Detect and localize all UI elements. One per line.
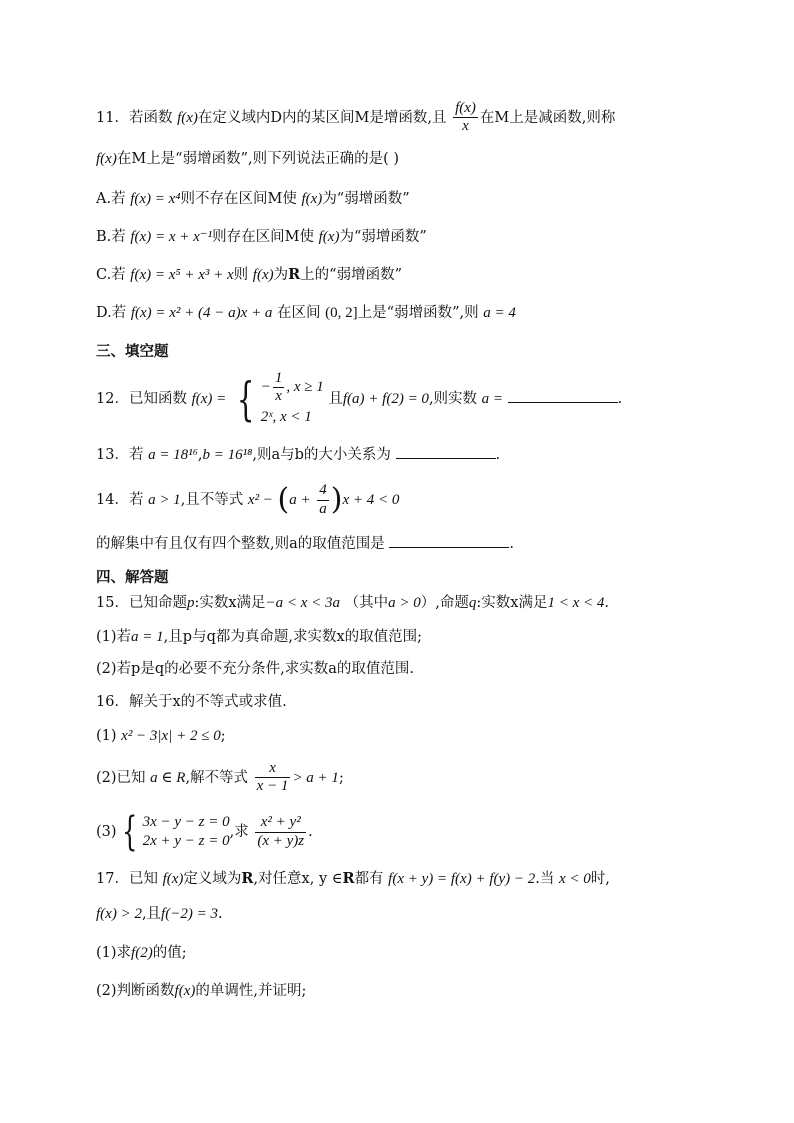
q14-answer-blank[interactable] [389, 547, 509, 548]
q12-end: ,则实数 [428, 391, 478, 407]
q11-text-d: 在M上是“弱增函数”,则下列说法正确的是( ) [116, 151, 400, 167]
option-d-text: 在区间 [277, 305, 321, 321]
q11-option-c [96, 266, 402, 284]
q15-q: q [468, 595, 477, 611]
q17-fx: f(x) [162, 871, 184, 887]
option-d-end: 上是“弱增函数”,则 [357, 305, 479, 321]
q11-text-c: 在M上是减函数,则称 [479, 109, 616, 126]
q16-s2-cond: a ∈ R [150, 769, 186, 786]
option-a-fx: f(x) [301, 191, 323, 207]
q17-sub-1 [96, 944, 187, 962]
q16-s3-label: (3) [96, 824, 117, 840]
q15-line: 15．已知命题p:实数x满足−a < x < 3a （其中a > 0）,命题q:实数x满足1 < x < 4. [96, 595, 609, 611]
section-4-heading: 四、解答题 [96, 570, 169, 586]
option-b-text: 则存在区间M使 [212, 229, 315, 245]
q17-eq: f(x + y) = f(x) + f(y) − 2 [388, 871, 536, 887]
q13-text: 若 [128, 447, 144, 463]
q14-expr-pre: x² − [247, 492, 273, 508]
q15-range: −a < x < 3a [265, 595, 341, 611]
q11-frac-num: f(x) [453, 100, 478, 118]
q14-cond: a > 1 [148, 492, 181, 508]
option-d-expr: f(x) = x² + (4 − a)x + a [130, 305, 273, 321]
q17-line2 [96, 905, 223, 923]
q16-sub-3 [96, 809, 313, 855]
q16-s3-den: (x + y)z [257, 832, 305, 849]
option-a-text: 则不存在区间M使 [180, 191, 297, 207]
q12-answer-blank[interactable] [508, 402, 618, 403]
q12-case1-num: 1 [273, 370, 285, 388]
q11-text-b: 在定义域内D内的某区间M是增函数,且 [197, 109, 447, 126]
q11-fraction [453, 100, 478, 136]
q12-cond: f(a) + f(2) = 0 [342, 391, 429, 407]
q13-b: b = 16¹⁸ [202, 447, 253, 463]
q16-number: 16． [96, 694, 129, 710]
option-c-label: C.若 [96, 267, 126, 283]
q16-s3-end: . [308, 824, 313, 840]
q15-paren-end: ）,命题 [420, 595, 469, 611]
q13-end: ,则a与b的大小关系为 [252, 447, 391, 463]
q17-line1 [96, 870, 610, 888]
q14-line2: 的解集中有且仅有四个整数,则a的取值范围是 . [96, 536, 514, 552]
q16-s3-eq2: 2x + y − z = 0 [142, 833, 230, 849]
option-a-end: 为“弱增函数” [322, 191, 410, 207]
q16-s1-end: ; [220, 728, 226, 744]
option-a-expr: f(x) = x⁴ [130, 191, 181, 207]
q17-line2-end: . [217, 906, 223, 922]
q16-s2-end: ; [338, 769, 344, 786]
q15-t1: :实数x满足 [194, 595, 266, 611]
q17-t1: 定义域为 [183, 871, 242, 887]
section-3-heading: 三、填空题 [96, 344, 169, 360]
q15-sub-1 [96, 628, 422, 646]
q14-number: 14． [96, 492, 129, 508]
q17-line2-a: f(x) > 2 [96, 906, 142, 922]
q16-s3-brace: { [121, 809, 137, 855]
q16-s3-fraction [255, 814, 306, 850]
q11-line1 [96, 100, 615, 136]
q12-text: 已知函数 [128, 391, 187, 407]
q14-paren-left: ( [277, 482, 290, 517]
q15-number: 15． [96, 595, 129, 611]
option-b-label: B.若 [96, 229, 126, 245]
q15-sub-2: (2)若p是q的必要不充分条件,求实数a的取值范围. [96, 661, 414, 677]
q15-text: 已知命题 [128, 595, 187, 611]
q16-s3-num: x² + y² [255, 814, 306, 832]
q12-var: a = [481, 391, 504, 407]
q16-s2-text: ,解不等式 [185, 769, 249, 786]
q17-number: 17． [96, 871, 129, 887]
q14-line1 [96, 482, 399, 518]
q14-frac-den: a [319, 500, 327, 517]
q17-s1-label: (1)求 [96, 945, 132, 961]
option-d-answer: a = 4 [483, 305, 516, 321]
q15-paren: （其中 [344, 595, 389, 611]
q15-s1-text: ,且p与q都为真命题,求实数x的取值范围; [163, 629, 423, 645]
q12-case-2: 2ˣ, x < 1 [260, 408, 312, 425]
q13-a: a = 18¹⁶ [148, 447, 198, 463]
q17-s1-expr: f(2) [131, 945, 153, 961]
q17-s2-end: 的单调性,并证明; [195, 983, 307, 999]
q17-t3: 都有 [354, 871, 384, 887]
q17-r: R [241, 870, 254, 887]
q16-s1-label: (1) [96, 728, 117, 744]
option-c-fx: f(x) [252, 267, 274, 283]
q15-t2: :实数x满足 [476, 595, 548, 611]
q12-case1-den: x [275, 388, 282, 405]
option-c-text: 则 [233, 267, 249, 283]
option-b-fx: f(x) [318, 229, 340, 245]
q16-text: 解关于x的不等式或求值. [128, 694, 287, 710]
q12-case-1: − $\frac{1}{x}$ , x ≥ 1 [260, 370, 324, 405]
q12-cond-text: 且 [328, 391, 343, 407]
option-a-label: A.若 [96, 191, 126, 207]
q12-lhs: f(x) = [191, 391, 227, 407]
option-c-end: 上的“弱增函数” [300, 267, 402, 283]
q16-s3-eq1: 3x − y − z = 0 [142, 814, 230, 831]
q16-s2-num: x [255, 760, 291, 778]
q14-expr-post: x + 4 < 0 [342, 492, 400, 508]
q12-number: 12． [96, 391, 129, 407]
q17-s2-label: (2)判断函数 [96, 983, 175, 999]
q17-t2: ,对任意x, y ∈ [253, 871, 343, 887]
q14-line2-text: 的解集中有且仅有四个整数,则a的取值范围是 [96, 536, 385, 552]
q16-s2-rhs: > a + 1 [292, 769, 339, 786]
q15-s1-cond: a = 1 [131, 629, 164, 645]
q17-r-2: R [342, 870, 355, 887]
q13-line: 13．若 a = 18¹⁶,b = 16¹⁸,则a与b的大小关系为 . [96, 447, 501, 463]
q15-apos: a > 0 [388, 595, 421, 611]
q16-s2-den: x − 1 [256, 778, 289, 795]
q15-s1-label: (1)若 [96, 629, 132, 645]
q12-case1-cond: , x ≥ 1 [286, 379, 324, 396]
q11-text-a: 若函数 [128, 109, 173, 126]
q12-line: 12．已知函数 f(x) = { − $\frac{1}{x}$ , x ≥ 1 2ˣ, x < 1 且f(a) + f(2) = 0,则实数 a = . [96, 370, 623, 426]
q15-range2: 1 < x < 4 [547, 595, 605, 611]
option-b-expr: f(x) = x + x⁻¹ [130, 229, 213, 245]
q17-sub-2 [96, 982, 306, 1000]
q17-s1-end: 的值; [152, 945, 187, 961]
option-d-interval: (0, 2] [325, 305, 358, 321]
q13-number: 13． [96, 447, 129, 463]
q16-s3-text: ,求 [229, 824, 249, 840]
q17-line2-b: f(−2) = 3 [161, 906, 218, 922]
q14-mid: ,且不等式 [180, 492, 244, 508]
q16-s2-label: (2)已知 [96, 769, 146, 786]
option-d-label: D.若 [96, 305, 127, 321]
q16-sub-2 [96, 760, 344, 796]
q11-number: 11． [96, 109, 129, 126]
q12-brace: { [236, 372, 255, 426]
q11-option-b [96, 228, 427, 246]
q12-case1-frac [273, 370, 285, 406]
q17-t5: 时, [590, 871, 610, 887]
q12-cases [261, 370, 324, 428]
q16-s2-fraction [255, 760, 291, 796]
q17-s2-expr: f(x) [174, 983, 196, 999]
option-b-end: 为“弱增函数” [339, 229, 427, 245]
q17-cond: x < 0 [558, 871, 591, 887]
q14-fraction [317, 482, 329, 518]
q16-s3-system [143, 813, 230, 851]
option-c-mid: 为 [273, 267, 289, 283]
q14-expr-in: a + [289, 492, 311, 508]
q11-fx-2: f(x) [96, 151, 117, 167]
q16-s1-expr: x² − 3|x| + 2 ≤ 0 [121, 728, 221, 744]
q17-line2-t: ,且 [141, 906, 162, 922]
option-c-r: R [288, 266, 301, 283]
q11-frac-den: x [462, 118, 469, 135]
q14-paren-right: ) [330, 482, 343, 517]
q11-option-d [96, 304, 516, 322]
q14-frac-num: 4 [317, 482, 329, 500]
q16-sub-1 [96, 727, 226, 745]
q11-option-a [96, 190, 410, 208]
q15-p: p [186, 595, 195, 611]
q11-fx: f(x) [177, 109, 198, 126]
q14-text: 若 [128, 492, 144, 508]
q17-t4: .当 [535, 871, 555, 887]
q16-line [96, 694, 287, 711]
option-c-expr: f(x) = x⁵ + x³ + x [130, 267, 234, 283]
q13-answer-blank[interactable] [396, 458, 496, 459]
q11-line2 [96, 150, 399, 168]
q17-text: 已知 [128, 871, 158, 887]
